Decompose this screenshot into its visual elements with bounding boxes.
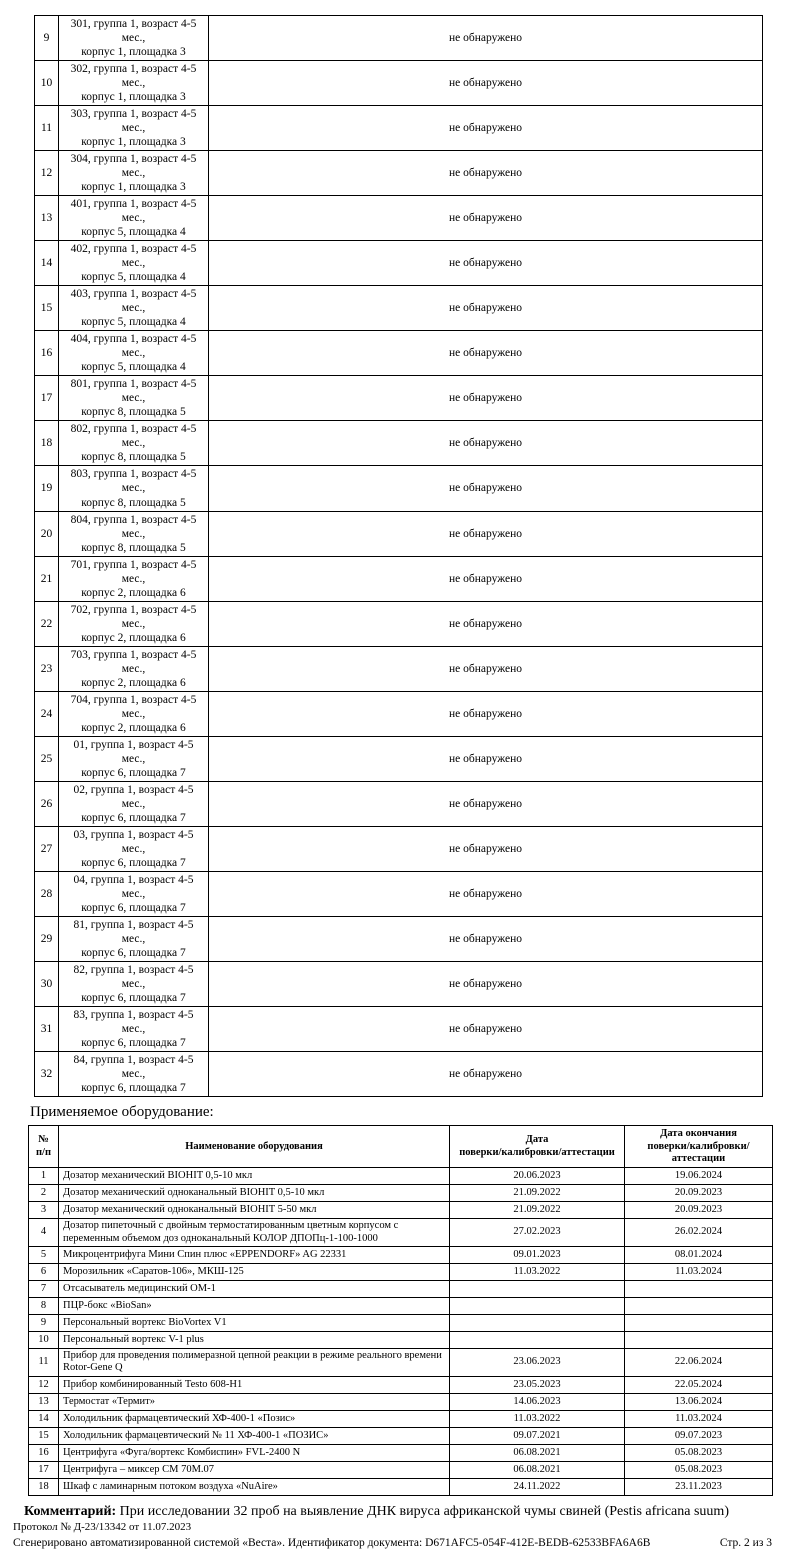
samples-results-table (34, 15, 763, 1097)
equipment-date-to-cell: 26.02.2024 (625, 1219, 773, 1247)
comment-text: При исследовании 32 проб на выявление ДНК вируса африканской чумы свиней (Pestis africana suum) (116, 1503, 729, 1519)
equipment-row (29, 1349, 773, 1377)
row-number-cell: 28 (35, 871, 59, 916)
result-cell: не обнаружено (209, 1052, 763, 1097)
row-number-cell: 26 (35, 781, 59, 826)
equipment-date-to-cell: 20.09.2023 (625, 1185, 773, 1202)
equipment-row (29, 1410, 773, 1427)
equipment-number-cell: 8 (29, 1298, 59, 1315)
equipment-number-cell: 18 (29, 1478, 59, 1495)
equipment-number-cell: 6 (29, 1264, 59, 1281)
equipment-number-cell: 9 (29, 1315, 59, 1332)
result-cell: не обнаружено (209, 916, 763, 961)
result-cell: не обнаружено (209, 286, 763, 331)
result-cell: не обнаружено (209, 961, 763, 1006)
equipment-name-cell: Центрифуга – миксер СМ 70М.07 (59, 1461, 450, 1478)
equipment-number-cell: 3 (29, 1202, 59, 1219)
table-row (35, 61, 763, 106)
sample-description-cell: 304, группа 1, возраст 4-5 мес., корпус 1, площадка 3 (59, 151, 209, 196)
equipment-date-from-cell: 09.01.2023 (450, 1247, 625, 1264)
table-row (35, 871, 763, 916)
equipment-date-from-cell: 20.06.2023 (450, 1168, 625, 1185)
equipment-header-date-to: Дата окончания поверки/калибровки/аттестации (625, 1126, 773, 1168)
equipment-name-cell: ПЦР-бокс «BioSan» (59, 1298, 450, 1315)
equipment-number-cell: 2 (29, 1185, 59, 1202)
equipment-name-cell: Термостат «Термит» (59, 1393, 450, 1410)
equipment-name-cell: Персональный вортекс BioVortex V1 (59, 1315, 450, 1332)
result-cell: не обнаружено (209, 16, 763, 61)
equipment-date-to-cell: 19.06.2024 (625, 1168, 773, 1185)
equipment-date-from-cell: 23.05.2023 (450, 1376, 625, 1393)
equipment-date-to-cell: 20.09.2023 (625, 1202, 773, 1219)
table-row (35, 826, 763, 871)
equipment-row (29, 1281, 773, 1298)
equipment-date-from-cell: 11.03.2022 (450, 1410, 625, 1427)
table-row (35, 556, 763, 601)
sample-description-cell: 801, группа 1, возраст 4-5 мес., корпус 8, площадка 5 (59, 376, 209, 421)
equipment-number-cell: 1 (29, 1168, 59, 1185)
row-number-cell: 30 (35, 961, 59, 1006)
sample-description-cell: 402, группа 1, возраст 4-5 мес., корпус 5, площадка 4 (59, 241, 209, 286)
sample-description-cell: 302, группа 1, возраст 4-5 мес., корпус 1, площадка 3 (59, 61, 209, 106)
row-number-cell: 10 (35, 61, 59, 106)
table-row (35, 601, 763, 646)
equipment-date-to-cell: 09.07.2023 (625, 1427, 773, 1444)
equipment-name-cell: Прибор комбинированный Testo 608-H1 (59, 1376, 450, 1393)
equipment-number-cell: 10 (29, 1332, 59, 1349)
equipment-date-from-cell: 06.08.2021 (450, 1461, 625, 1478)
equipment-row (29, 1478, 773, 1495)
equipment-number-cell: 17 (29, 1461, 59, 1478)
row-number-cell: 27 (35, 826, 59, 871)
equipment-name-cell: Дозатор механический одноканальный BIOHIT 5-50 мкл (59, 1202, 450, 1219)
row-number-cell: 25 (35, 736, 59, 781)
sample-description-cell: 704, группа 1, возраст 4-5 мес., корпус 2, площадка 6 (59, 691, 209, 736)
equipment-heading: Применяемое оборудование: (30, 1104, 214, 1121)
sample-description-cell: 04, группа 1, возраст 4-5 мес., корпус 6, площадка 7 (59, 871, 209, 916)
equipment-date-from-cell: 23.06.2023 (450, 1349, 625, 1377)
equipment-row (29, 1202, 773, 1219)
table-row (35, 466, 763, 511)
equipment-number-cell: 4 (29, 1219, 59, 1247)
table-row (35, 241, 763, 286)
row-number-cell: 11 (35, 106, 59, 151)
equipment-date-from-cell: 14.06.2023 (450, 1393, 625, 1410)
table-row (35, 16, 763, 61)
row-number-cell: 15 (35, 286, 59, 331)
result-cell: не обнаружено (209, 871, 763, 916)
equipment-date-to-cell: 11.03.2024 (625, 1410, 773, 1427)
equipment-name-cell: Морозильник «Саратов-106», МКШ-125 (59, 1264, 450, 1281)
result-cell: не обнаружено (209, 1007, 763, 1052)
equipment-date-to-cell: 22.06.2024 (625, 1349, 773, 1377)
equipment-date-from-cell: 24.11.2022 (450, 1478, 625, 1495)
result-cell: не обнаружено (209, 421, 763, 466)
row-number-cell: 20 (35, 511, 59, 556)
row-number-cell: 14 (35, 241, 59, 286)
row-number-cell: 9 (35, 16, 59, 61)
equipment-header-date-from: Дата поверки/калибровки/аттестации (450, 1126, 625, 1168)
equipment-row (29, 1315, 773, 1332)
result-cell: не обнаружено (209, 376, 763, 421)
sample-description-cell: 84, группа 1, возраст 4-5 мес., корпус 6, площадка 7 (59, 1052, 209, 1097)
result-cell: не обнаружено (209, 601, 763, 646)
result-cell: не обнаружено (209, 556, 763, 601)
row-number-cell: 19 (35, 466, 59, 511)
table-row (35, 1007, 763, 1052)
row-number-cell: 16 (35, 331, 59, 376)
equipment-name-cell: Дозатор пипеточный с двойным термостатированным цветным корпусом с переменным объемом доз одноканальный КОЛОР ДПОПц-1-100-1000 (59, 1219, 450, 1247)
equipment-number-cell: 15 (29, 1427, 59, 1444)
page-indicator: Стр. 2 из 3 (719, 1537, 772, 1550)
equipment-name-cell: Микроцентрифуга Мини Спин плюс «EPPENDORF» AG 22331 (59, 1247, 450, 1264)
equipment-date-from-cell: 06.08.2021 (450, 1444, 625, 1461)
equipment-date-from-cell (450, 1298, 625, 1315)
equipment-row (29, 1444, 773, 1461)
result-cell: не обнаружено (209, 151, 763, 196)
equipment-name-cell: Отсасыватель медицинский ОМ-1 (59, 1281, 450, 1298)
page-footer (13, 1537, 772, 1551)
equipment-number-cell: 13 (29, 1393, 59, 1410)
equipment-number-cell: 5 (29, 1247, 59, 1264)
table-row (35, 646, 763, 691)
result-cell: не обнаружено (209, 241, 763, 286)
document-page (0, 15, 800, 1550)
sample-description-cell: 702, группа 1, возраст 4-5 мес., корпус 2, площадка 6 (59, 601, 209, 646)
equipment-number-cell: 12 (29, 1376, 59, 1393)
equipment-date-to-cell (625, 1298, 773, 1315)
result-cell: не обнаружено (209, 736, 763, 781)
equipment-date-to-cell: 05.08.2023 (625, 1461, 773, 1478)
sample-description-cell: 802, группа 1, возраст 4-5 мес., корпус 8, площадка 5 (59, 421, 209, 466)
equipment-name-cell: Холодильник фармацевтический ХФ-400-1 «Позис» (59, 1410, 450, 1427)
equipment-row (29, 1427, 773, 1444)
sample-description-cell: 404, группа 1, возраст 4-5 мес., корпус 5, площадка 4 (59, 331, 209, 376)
table-row (35, 736, 763, 781)
equipment-date-to-cell (625, 1281, 773, 1298)
comment-line (14, 1504, 786, 1520)
comment-label: Комментарий: (24, 1503, 117, 1519)
equipment-row (29, 1376, 773, 1393)
result-cell: не обнаружено (209, 106, 763, 151)
result-cell: не обнаружено (209, 691, 763, 736)
sample-description-cell: 83, группа 1, возраст 4-5 мес., корпус 6, площадка 7 (59, 1007, 209, 1052)
result-cell: не обнаружено (209, 466, 763, 511)
equipment-header-row (29, 1126, 773, 1168)
row-number-cell: 24 (35, 691, 59, 736)
result-cell: не обнаружено (209, 511, 763, 556)
equipment-row (29, 1264, 773, 1281)
result-cell: не обнаружено (209, 781, 763, 826)
result-cell: не обнаружено (209, 61, 763, 106)
table-row (35, 376, 763, 421)
equipment-name-cell: Дозатор механический одноканальный BIOHIT 0,5-10 мкл (59, 1185, 450, 1202)
equipment-row (29, 1219, 773, 1247)
sample-description-cell: 82, группа 1, возраст 4-5 мес., корпус 6, площадка 7 (59, 961, 209, 1006)
equipment-date-from-cell: 21.09.2022 (450, 1202, 625, 1219)
table-row (35, 691, 763, 736)
result-cell: не обнаружено (209, 826, 763, 871)
table-row (35, 106, 763, 151)
equipment-date-to-cell: 23.11.2023 (625, 1478, 773, 1495)
sample-description-cell: 01, группа 1, возраст 4-5 мес., корпус 6, площадка 7 (59, 736, 209, 781)
table-row (35, 196, 763, 241)
equipment-date-to-cell: 08.01.2024 (625, 1247, 773, 1264)
table-row (35, 781, 763, 826)
equipment-header-name: Наименование оборудования (59, 1126, 450, 1168)
row-number-cell: 18 (35, 421, 59, 466)
equipment-row (29, 1168, 773, 1185)
table-row (35, 286, 763, 331)
equipment-number-cell: 14 (29, 1410, 59, 1427)
equipment-name-cell: Шкаф с ламинарным потоком воздуха «NuAire» (59, 1478, 450, 1495)
table-row (35, 511, 763, 556)
equipment-date-from-cell: 27.02.2023 (450, 1219, 625, 1247)
equipment-name-cell: Центрифуга «Фуга/вортекс Комбиспин» FVL-2400 N (59, 1444, 450, 1461)
result-cell: не обнаружено (209, 196, 763, 241)
equipment-date-from-cell (450, 1315, 625, 1332)
equipment-row (29, 1393, 773, 1410)
result-cell: не обнаружено (209, 646, 763, 691)
row-number-cell: 29 (35, 916, 59, 961)
equipment-row (29, 1332, 773, 1349)
equipment-date-from-cell (450, 1332, 625, 1349)
row-number-cell: 31 (35, 1007, 59, 1052)
sample-description-cell: 701, группа 1, возраст 4-5 мес., корпус 2, площадка 6 (59, 556, 209, 601)
result-cell: не обнаружено (209, 331, 763, 376)
equipment-date-to-cell: 05.08.2023 (625, 1444, 773, 1461)
equipment-header-num: № п/п (29, 1126, 59, 1168)
equipment-row (29, 1461, 773, 1478)
row-number-cell: 23 (35, 646, 59, 691)
equipment-name-cell: Дозатор механический BIOHIT 0,5-10 мкл (59, 1168, 450, 1185)
sample-description-cell: 703, группа 1, возраст 4-5 мес., корпус 2, площадка 6 (59, 646, 209, 691)
equipment-date-to-cell: 11.03.2024 (625, 1264, 773, 1281)
sample-description-cell: 403, группа 1, возраст 4-5 мес., корпус 5, площадка 4 (59, 286, 209, 331)
row-number-cell: 21 (35, 556, 59, 601)
table-row (35, 151, 763, 196)
row-number-cell: 22 (35, 601, 59, 646)
equipment-number-cell: 16 (29, 1444, 59, 1461)
equipment-name-cell: Прибор для проведения полимеразной цепной реакции в режиме реального времени Rotor-Gene Q (59, 1349, 450, 1377)
row-number-cell: 12 (35, 151, 59, 196)
table-row (35, 331, 763, 376)
table-row (35, 916, 763, 961)
equipment-date-from-cell: 11.03.2022 (450, 1264, 625, 1281)
sample-description-cell: 02, группа 1, возраст 4-5 мес., корпус 6, площадка 7 (59, 781, 209, 826)
sample-description-cell: 803, группа 1, возраст 4-5 мес., корпус 8, площадка 5 (59, 466, 209, 511)
protocol-number: Протокол № Д-23/13342 от 11.07.2023 (13, 1520, 192, 1533)
sample-description-cell: 303, группа 1, возраст 4-5 мес., корпус 1, площадка 3 (59, 106, 209, 151)
equipment-row (29, 1247, 773, 1264)
equipment-date-from-cell: 09.07.2021 (450, 1427, 625, 1444)
equipment-name-cell: Персональный вортекс V-1 plus (59, 1332, 450, 1349)
equipment-date-to-cell (625, 1332, 773, 1349)
sample-description-cell: 804, группа 1, возраст 4-5 мес., корпус 8, площадка 5 (59, 511, 209, 556)
equipment-number-cell: 11 (29, 1349, 59, 1377)
row-number-cell: 32 (35, 1052, 59, 1097)
equipment-date-to-cell: 13.06.2024 (625, 1393, 773, 1410)
equipment-date-from-cell: 21.09.2022 (450, 1185, 625, 1202)
table-row (35, 421, 763, 466)
sample-description-cell: 81, группа 1, возраст 4-5 мес., корпус 6, площадка 7 (59, 916, 209, 961)
table-row (35, 1052, 763, 1097)
footer-generated-text: Сгенерировано автоматизированной системой «Веста». Идентификатор документа: D671AFC5-054F-412E-BEDB-62533BFA6A6B (13, 1537, 651, 1550)
row-number-cell: 17 (35, 376, 59, 421)
equipment-name-cell: Холодильник фармацевтический № 11 ХФ-400-1 «ПОЗИС» (59, 1427, 450, 1444)
equipment-date-from-cell (450, 1281, 625, 1298)
equipment-row (29, 1185, 773, 1202)
equipment-number-cell: 7 (29, 1281, 59, 1298)
table-row (35, 961, 763, 1006)
equipment-table (28, 1125, 773, 1496)
sample-description-cell: 301, группа 1, возраст 4-5 мес., корпус 1, площадка 3 (59, 16, 209, 61)
equipment-row (29, 1298, 773, 1315)
sample-description-cell: 03, группа 1, возраст 4-5 мес., корпус 6, площадка 7 (59, 826, 209, 871)
row-number-cell: 13 (35, 196, 59, 241)
sample-description-cell: 401, группа 1, возраст 4-5 мес., корпус 5, площадка 4 (59, 196, 209, 241)
equipment-date-to-cell (625, 1315, 773, 1332)
equipment-date-to-cell: 22.05.2024 (625, 1376, 773, 1393)
